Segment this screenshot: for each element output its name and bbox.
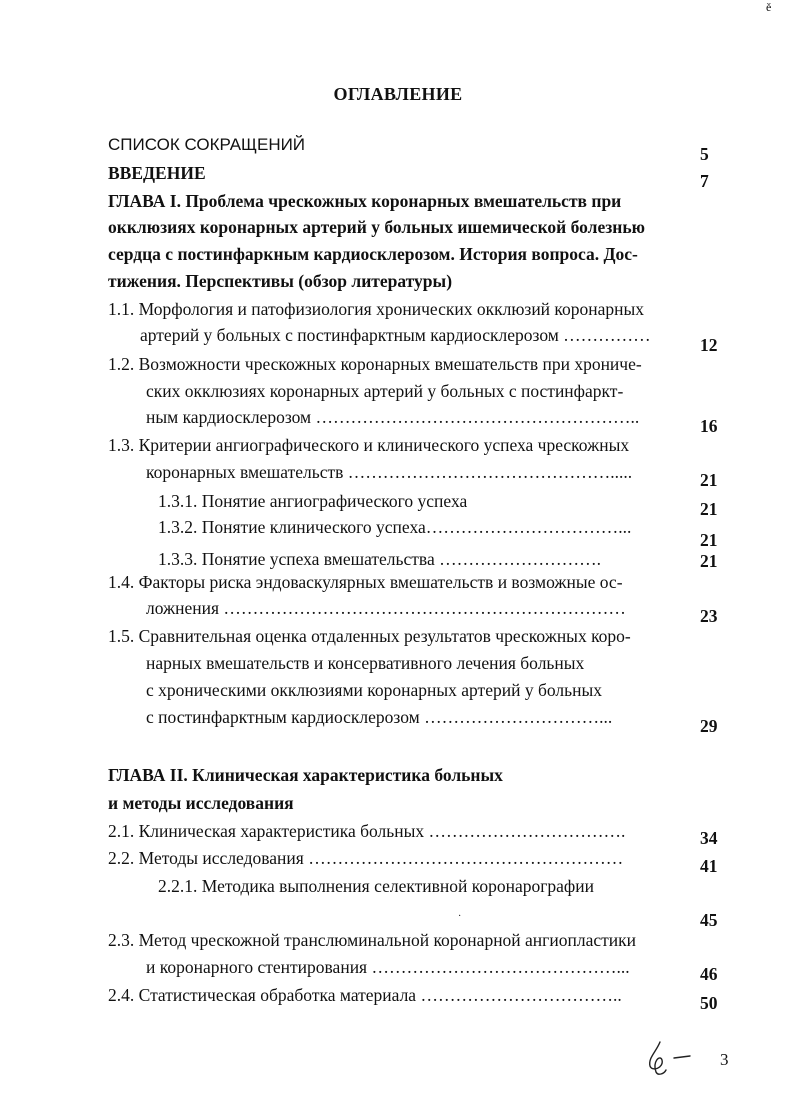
toc-entry-introduction[interactable]: ВВЕДЕНИЕ	[108, 163, 206, 183]
toc-chapter-1-line-2: окклюзиях коронарных артерий у больных ишемической болезнью	[108, 217, 646, 237]
toc-page-1-3-1: 21	[700, 499, 718, 519]
page-number: 3	[720, 1050, 729, 1069]
toc-section-1-4-line-2: ложнения ……………………………………………………………	[146, 598, 626, 618]
page-title: ОГЛАВЛЕНИЕ	[333, 84, 463, 104]
toc-page-1-3: 21	[700, 470, 718, 490]
toc-chapter-2-line-2: и методы исследования	[108, 793, 294, 813]
toc-section-2-4[interactable]: 2.4. Статистическая обработка материала ……………………………..	[108, 985, 622, 1005]
toc-chapter-1-line-4: тижения. Перспективы (обзор литературы)	[108, 271, 453, 291]
toc-page-2-3: 46	[700, 964, 718, 984]
toc-section-2-3-line-1[interactable]: 2.3. Метод чрескожной транслюминальной коронарной ангиопластики	[108, 930, 636, 950]
handwritten-mark-icon	[642, 1038, 702, 1078]
toc-section-1-1-line-2: артерий у больных с постинфарктным кардиосклерозом ……………	[140, 325, 651, 345]
toc-entry-abbreviations[interactable]: СПИСОК СОКРАЩЕНИЙ	[108, 135, 306, 154]
toc-chapter-2-line-1[interactable]: ГЛАВА II. Клиническая характеристика больных	[108, 765, 503, 785]
toc-page-1-2: 16	[700, 416, 718, 436]
toc-page-1-3-2: 21	[700, 530, 718, 550]
toc-chapter-1-line-1[interactable]: ГЛАВА I. Проблема чрескожных коронарных вмешательств при	[108, 191, 622, 211]
toc-page-2-4: 50	[700, 993, 718, 1013]
toc-page-2-1: 34	[700, 828, 718, 848]
toc-section-1-2-line-1[interactable]: 1.2. Возможности чрескожных коронарных вмешательств при хрониче-	[108, 354, 642, 374]
toc-subsection-1-3-2[interactable]: 1.3.2. Понятие клинического успеха……………………………...	[158, 517, 632, 537]
toc-subsection-2-2-1[interactable]: 2.2.1. Методика выполнения селективной коронарографии	[158, 876, 594, 896]
toc-section-1-5-line-3: с хроническими окклюзиями коронарных артерий у больных	[146, 680, 602, 700]
toc-page-abbreviations: 5	[700, 144, 709, 164]
stray-mark: ·	[458, 911, 462, 922]
toc-section-1-1-line-1[interactable]: 1.1. Морфология и патофизиология хронических окклюзий коронарных	[108, 299, 645, 319]
toc-section-1-5-line-4: с постинфарктным кардиосклерозом …………………………...	[146, 707, 613, 727]
toc-section-1-2-line-3: ным кардиосклерозом ………………………………………………..	[146, 407, 640, 427]
toc-page-1-3-3: 21	[700, 551, 718, 571]
toc-section-1-3-line-2: коронарных вмешательств ……………………………………….....	[146, 462, 633, 482]
toc-chapter-1-line-3: сердца с постинфаркным кардиосклерозом. История вопроса. Дос-	[108, 244, 638, 264]
toc-page-2-2-1: 45	[700, 910, 718, 930]
toc-page-1-1: 12	[700, 335, 718, 355]
toc-page-1-4: 23	[700, 606, 718, 626]
toc-section-1-2-line-2: ских окклюзиях коронарных артерий у больных с постинфаркт-	[146, 381, 624, 401]
toc-section-2-2[interactable]: 2.2. Методы исследования ………………………………………………	[108, 848, 624, 868]
toc-page-1-5: 29	[700, 716, 718, 736]
toc-section-1-5-line-1[interactable]: 1.5. Сравнительная оценка отдаленных результатов чрескожных коро-	[108, 626, 631, 646]
toc-section-1-3-line-1[interactable]: 1.3. Критерии ангиографического и клинического успеха чрескожных	[108, 435, 630, 455]
corner-mark: ě	[766, 0, 772, 14]
toc-section-1-4-line-1[interactable]: 1.4. Факторы риска эндоваскулярных вмешательств и возможные ос-	[108, 572, 623, 592]
toc-subsection-1-3-1[interactable]: 1.3.1. Понятие ангиографического успеха	[158, 491, 468, 511]
toc-section-2-1[interactable]: 2.1. Клиническая характеристика больных …………………………….	[108, 821, 626, 841]
toc-section-1-5-line-2: нарных вмешательств и консервативного лечения больных	[146, 653, 585, 673]
toc-section-2-3-line-2: и коронарного стентирования ……………………………………...	[146, 957, 630, 977]
toc-page-2-2: 41	[700, 856, 718, 876]
toc-page-introduction: 7	[700, 171, 709, 191]
toc-subsection-1-3-3[interactable]: 1.3.3. Понятие успеха вмешательства ……………………….	[158, 549, 601, 569]
